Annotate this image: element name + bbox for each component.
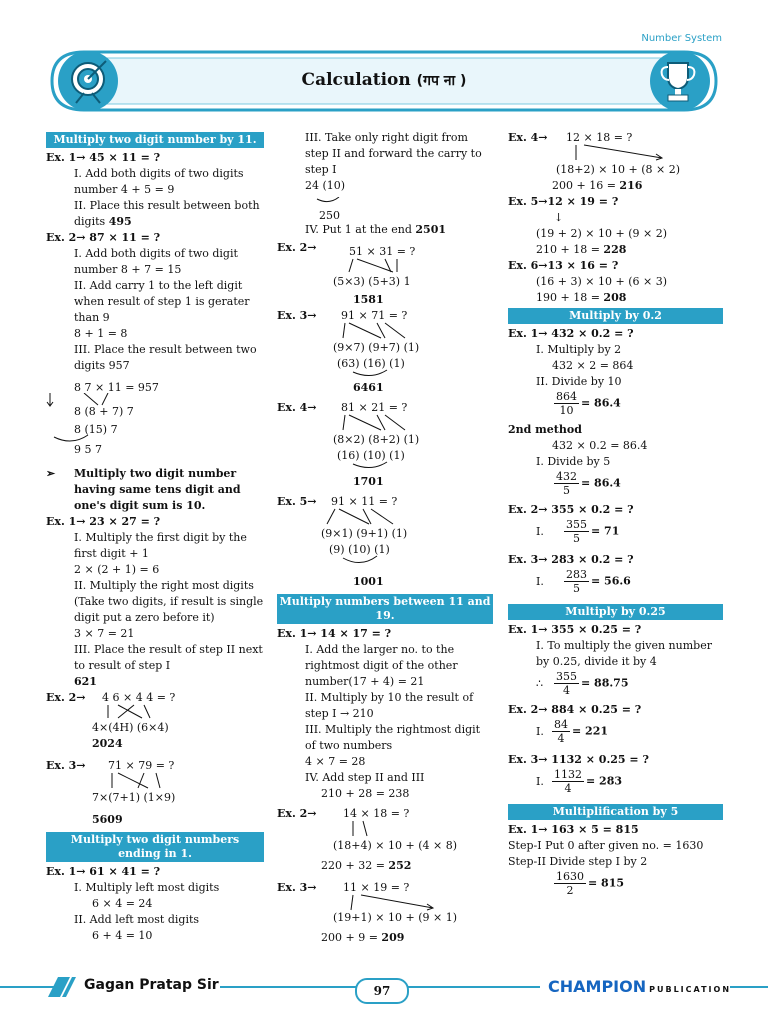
section-heading-multiply-0-2: Multiply by 0.2	[508, 308, 723, 324]
section-heading-multiply-0-25: Multiply by 0.25	[508, 604, 723, 620]
step-line: I. Multiply by 2	[536, 343, 622, 356]
result-text: 200 + 16 =	[552, 179, 620, 192]
bullet-arrow-icon: ➢	[46, 467, 56, 480]
calc-line: (16 + 3) × 10 + (6 × 3)	[536, 275, 667, 288]
denominator: 4	[563, 684, 570, 697]
arrow-icon	[333, 820, 443, 838]
example-label: Ex. 2→	[277, 241, 317, 254]
fraction-result: = 283	[586, 774, 623, 788]
fraction	[564, 568, 589, 595]
step-line: II. Divide by 10	[536, 375, 622, 388]
example-line: Ex. 1→ 45 × 11 = ?	[46, 151, 161, 164]
fraction	[564, 518, 589, 545]
brand-name: CHAMPION	[548, 977, 647, 996]
example-work: (9×1) (9+1) (1)	[321, 527, 408, 540]
example-question: 51 × 31 = ?	[349, 245, 416, 258]
result-value: 209	[381, 931, 405, 944]
example-result: 1581	[353, 293, 384, 306]
example-question: 81 × 21 = ?	[341, 401, 408, 414]
example-block	[508, 130, 723, 194]
step-line: II. Add left most digits	[74, 913, 200, 926]
step-line: I. Multiply left most digits	[74, 881, 220, 894]
example-line: Ex. 1→ 432 × 0.2 = ?	[508, 327, 634, 340]
numerator: 1630	[556, 870, 584, 883]
step-line: III. Take only right digit from step II and forward the carry to step I	[305, 131, 482, 176]
example-label: Ex. 4→	[277, 401, 317, 414]
example-result	[321, 930, 404, 946]
fraction-result: = 71	[591, 524, 620, 538]
example-work: (9) (10) (1)	[329, 543, 390, 556]
step-result: 2501	[415, 223, 447, 236]
denominator: 2	[566, 884, 574, 897]
fraction-result: = 86.4	[581, 476, 621, 490]
fraction-line	[508, 718, 723, 752]
result-line: 621	[74, 675, 97, 688]
example-question: 91 × 11 = ?	[331, 495, 398, 508]
fraction-line	[508, 670, 723, 702]
denominator: 5	[573, 532, 580, 545]
example-block	[277, 308, 493, 398]
result-text: 220 + 32 =	[321, 859, 389, 872]
example-label: Ex. 3→	[277, 309, 317, 322]
fraction-line	[508, 390, 723, 422]
example-block	[277, 400, 493, 492]
numerator: 355	[556, 670, 577, 683]
carry-arrow-icon	[347, 460, 397, 472]
calc-line: 250	[319, 209, 340, 222]
example-line: Ex. 1→ 355 × 0.25 = ?	[508, 623, 642, 636]
example-work: 4×(4H) (6×4)	[92, 721, 169, 734]
step-result: 495	[108, 215, 132, 228]
calc-line: 3 × 7 = 21	[74, 627, 135, 640]
result-text: 190 + 18 =	[536, 291, 604, 304]
section-heading-ending-in-1: Multiply two digit numbers ending in 1.	[46, 832, 264, 862]
section-heading-same-tens	[46, 466, 264, 514]
step-line: II. Multiply the right most digits (Take two digits, if result is single digit put a zero before it)	[74, 579, 264, 624]
carry-arrow-icon	[337, 554, 387, 568]
result-text: 210 + 18 =	[536, 243, 604, 256]
example-block	[277, 806, 493, 874]
calc-line: 8 + 1 = 8	[74, 327, 128, 340]
method-heading: 2nd method	[508, 423, 582, 436]
diagram-row: 8 (15) 7	[74, 423, 118, 436]
result-line	[508, 242, 723, 258]
example-line: Ex. 3→ 283 × 0.2 = ?	[508, 553, 634, 566]
result-value: 208	[603, 291, 627, 304]
example-work: 7×(7+1) (1×9)	[92, 791, 176, 804]
section-heading-between-11-19: Multiply numbers between 11 and 19.	[277, 594, 493, 624]
column-right	[508, 130, 723, 902]
fraction-line	[508, 568, 723, 602]
step-line: I. Multiply the first digit by the first digit + 1	[74, 531, 247, 560]
page-title	[48, 70, 720, 90]
fraction-line	[508, 870, 723, 902]
fraction-result: = 88.75	[581, 676, 629, 690]
step-line	[46, 198, 264, 230]
chapter-topic: Number System	[641, 33, 722, 44]
example-block	[277, 494, 493, 592]
section-text: Multiply two digit number having same tens digit and one's digit sum is 10.	[74, 467, 241, 512]
example-block	[46, 690, 264, 754]
example-result	[321, 858, 411, 874]
step-line: Step-I Put 0 after given no. = 1630	[508, 839, 704, 852]
example-block	[46, 758, 264, 828]
example-work: (5×3) (5+3) 1	[333, 275, 411, 288]
arrow-line	[508, 210, 723, 226]
step-line: I. Add both digits of two digits number 4 + 5 = 9	[74, 167, 244, 196]
example-result: 2024	[92, 737, 123, 750]
arrow-icon	[337, 258, 417, 274]
title-english: Calculation	[301, 70, 411, 90]
denominator: 10	[559, 404, 574, 417]
example-line: Ex. 2→ 884 × 0.25 = ?	[508, 703, 642, 716]
step-line: I. To multiply the given number by 0.25, divide it by 4	[536, 639, 712, 668]
example-label: Ex. 3→	[277, 881, 317, 894]
numerator: 864	[556, 390, 577, 403]
carry-arrow-icon	[311, 197, 351, 205]
example-work: (9×7) (9+7) (1)	[333, 341, 420, 354]
step-line: II. Add carry 1 to the left digit when result of step 1 is gerater than 9	[74, 279, 250, 324]
numerator: 1132	[554, 768, 582, 781]
step-label: I.	[536, 574, 544, 588]
example-result	[552, 178, 642, 194]
page-number: 97	[355, 978, 409, 1004]
example-question: 4 6 × 4 4 = ?	[102, 691, 176, 704]
step-label: I.	[536, 724, 544, 738]
result-value: 216	[619, 179, 643, 192]
step-line: I. Divide by 5	[536, 455, 611, 468]
column-left	[46, 130, 264, 944]
fraction-result: = 815	[588, 876, 625, 890]
therefore-symbol: ∴	[536, 676, 543, 690]
fraction	[554, 470, 579, 497]
step-text: IV. Put 1 at the end	[305, 223, 416, 236]
example-question: 11 × 19 = ?	[343, 881, 410, 894]
example-line: Ex. 1→ 23 × 27 = ?	[46, 515, 161, 528]
denominator: 5	[573, 582, 580, 595]
result-line	[508, 290, 723, 306]
fraction-line	[508, 470, 723, 502]
calc-line: 432 × 2 = 864	[552, 359, 634, 372]
example-result: 1001	[353, 575, 384, 588]
example-result: 5609	[92, 813, 123, 826]
down-arrow-icon: ↓	[554, 211, 564, 224]
denominator: 4	[557, 732, 565, 745]
step-line: III. Multiply the rightmost digit of two numbers	[305, 723, 481, 752]
example-line: Ex. 1→ 14 × 17 = ?	[277, 627, 392, 640]
example-line: Ex. 2→ 87 × 11 = ?	[46, 231, 161, 244]
column-middle	[277, 130, 493, 948]
fraction	[554, 390, 579, 417]
example-line: Ex. 5→12 × 19 = ?	[508, 195, 619, 208]
arrow-icon	[558, 144, 688, 162]
step-line: III. Place the result of step II next to result of step I	[74, 643, 263, 672]
example-work: (8×2) (8+2) (1)	[333, 433, 420, 446]
step-line: I. Add both digits of two digit number 8 + 7 = 15	[74, 247, 238, 276]
fraction	[552, 768, 584, 795]
diagram-row: 8 (8 + 7) 7	[74, 405, 134, 418]
calc-line: 2 × (2 + 1) = 6	[74, 563, 160, 576]
arrow-icon	[104, 704, 164, 720]
example-block	[277, 880, 493, 948]
numerator: 283	[566, 568, 587, 581]
numerator: 432	[556, 470, 577, 483]
fraction-line	[508, 768, 723, 802]
numerator: 355	[566, 518, 587, 531]
example-label: Ex. 2→	[46, 691, 86, 704]
fraction-result: = 221	[572, 724, 609, 738]
numerator: 84	[554, 718, 568, 731]
step-line: II. Multiply by 10 the result of step I → 210	[305, 691, 474, 720]
publisher-logo	[548, 977, 731, 996]
result-value: 228	[603, 243, 627, 256]
title-banner	[48, 48, 720, 114]
step-line: I. Add the larger no. to the rightmost digit of the other number(17 + 4) = 21	[305, 643, 458, 688]
example-line: Ex. 1→ 163 × 5 = 815	[508, 823, 639, 836]
calc-line: 6 × 4 = 24	[92, 897, 153, 910]
example-label: Ex. 5→	[277, 495, 317, 508]
arrow-icon	[321, 508, 411, 526]
section-heading-multiply-by-5: Multiplification by 5	[508, 804, 723, 820]
arrow-icon	[108, 772, 168, 790]
arrow-icon	[333, 322, 423, 340]
example-label: Ex. 2→	[277, 807, 317, 820]
example-work: (19+1) × 10 + (9 × 1)	[333, 911, 458, 924]
step-text: II. Place this result between both digits	[74, 199, 260, 228]
denominator: 4	[564, 782, 572, 795]
diagram-row: 9 5 7	[74, 443, 102, 456]
calc-line: 432 × 0.2 = 86.4	[552, 439, 648, 452]
step-label: I.	[536, 524, 544, 538]
calc-line: 6 + 4 = 10	[92, 929, 153, 942]
section-heading-multiply-by-11: Multiply two digit number by 11.	[46, 132, 264, 148]
carry-arrow-icon	[347, 368, 397, 380]
brand-sub: PUBLICATION	[649, 985, 732, 994]
worked-diagram	[46, 380, 264, 460]
result-text: 200 + 9 =	[321, 931, 382, 944]
result-value: 252	[388, 859, 412, 872]
fraction	[552, 718, 570, 745]
example-question: 71 × 79 = ?	[108, 759, 175, 772]
step-line	[277, 222, 493, 238]
step-label: I.	[536, 774, 544, 788]
step-line: III. Place the result between two digits 957	[74, 343, 257, 372]
step-line: Step-II Divide step I by 2	[508, 855, 648, 868]
example-question: 91 × 71 = ?	[341, 309, 408, 322]
calc-line: 210 + 28 = 238	[321, 787, 410, 800]
example-work: (16) (10) (1)	[337, 449, 405, 462]
arrow-icon	[333, 414, 423, 432]
calc-line: (19 + 2) × 10 + (9 × 2)	[536, 227, 667, 240]
calc-line: 4 × 7 = 28	[305, 755, 366, 768]
fraction-line	[508, 518, 723, 552]
denominator: 5	[563, 484, 570, 497]
example-result: 6461	[353, 381, 384, 394]
example-label: Ex. 4→	[508, 131, 548, 144]
step-line: IV. Add step II and III	[305, 771, 425, 784]
example-line: Ex. 2→ 355 × 0.2 = ?	[508, 503, 634, 516]
example-work: (18+4) × 10 + (4 × 8)	[333, 839, 458, 852]
author-name: Gagan Pratap Sir	[84, 977, 219, 993]
example-block	[277, 240, 493, 304]
example-question: 12 × 18 = ?	[566, 131, 633, 144]
example-line: Ex. 3→ 1132 × 0.25 = ?	[508, 753, 649, 766]
fraction	[554, 670, 579, 697]
example-line: Ex. 6→13 × 16 = ?	[508, 259, 619, 272]
fraction	[554, 870, 586, 897]
fraction-result: = 86.4	[581, 396, 621, 410]
title-hindi: (गप ना )	[416, 73, 467, 89]
example-work: (18+2) × 10 + (8 × 2)	[556, 163, 681, 176]
example-line: Ex. 1→ 61 × 41 = ?	[46, 865, 161, 878]
example-result: 1701	[353, 475, 384, 488]
example-question: 14 × 18 = ?	[343, 807, 410, 820]
diagram-row: 8 7 × 11 = 957	[74, 381, 159, 394]
example-label: Ex. 3→	[46, 759, 86, 772]
fraction-result: = 56.6	[591, 574, 631, 588]
calc-line: 24 (10)	[305, 179, 346, 192]
example-work: (63) (16) (1)	[337, 357, 405, 370]
